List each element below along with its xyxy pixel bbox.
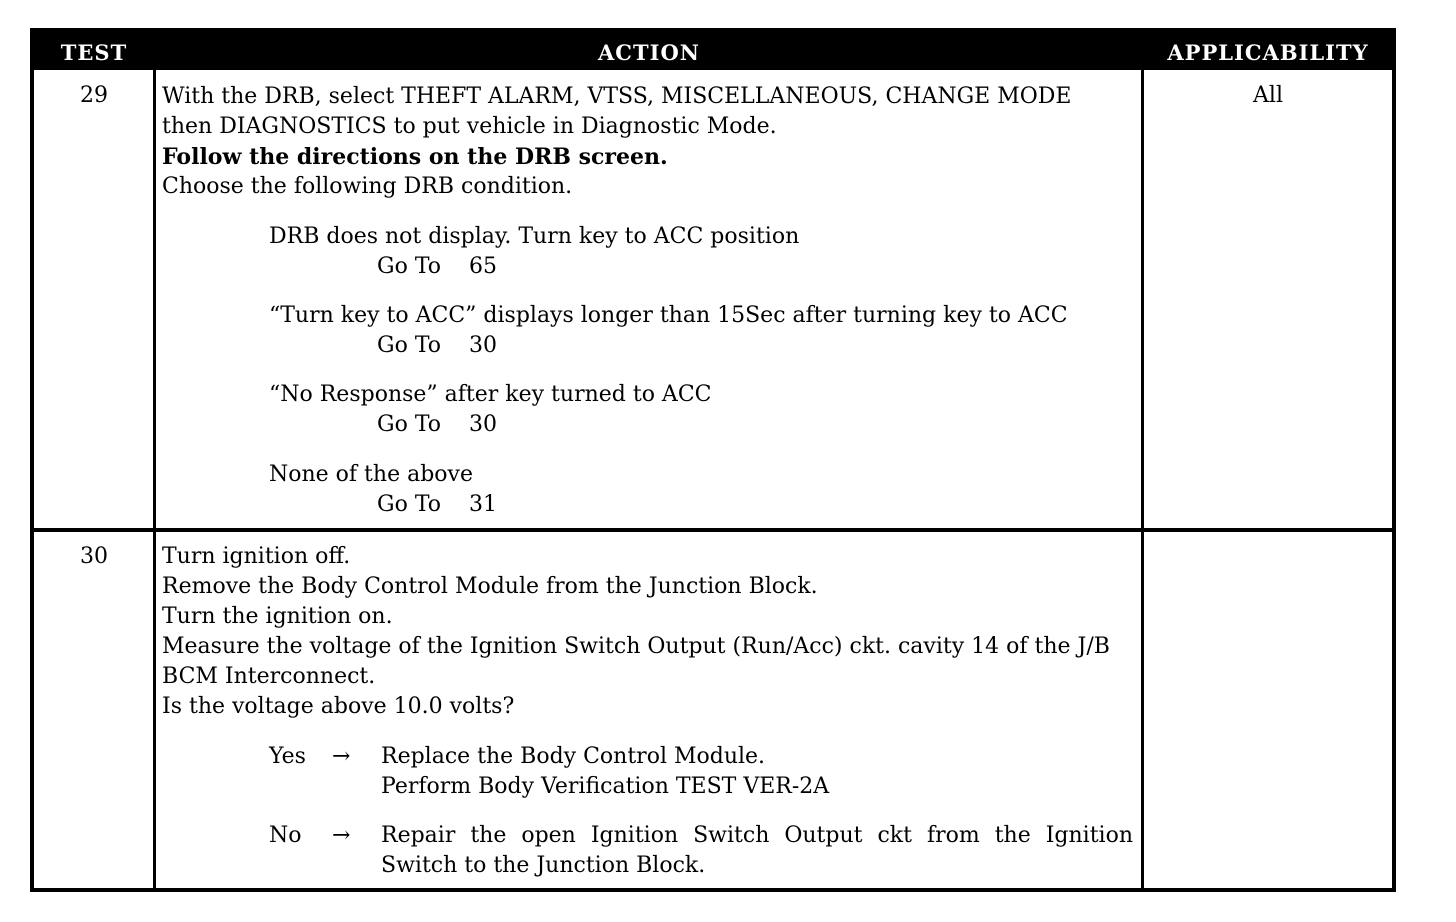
answer-action: Replace the Body Control Module.: [381, 744, 766, 769]
applicability-value: All: [1253, 83, 1283, 108]
goto-value: 31: [469, 492, 497, 517]
goto-label: Go To: [377, 492, 442, 517]
action-text: Is the voltage above 10.0 volts?: [162, 694, 515, 719]
condition-text: DRB does not display. Turn key to ACC position: [269, 224, 800, 249]
diagnostic-table: [30, 28, 1396, 892]
test-number: 30: [80, 544, 108, 569]
action-text: Remove the Body Control Module from the Junction Block.: [162, 574, 818, 599]
column-divider-right: [1141, 70, 1144, 892]
header-action: ACTION: [598, 40, 700, 65]
arrow-icon: →: [332, 823, 351, 848]
answer-action: Switch to the Junction Block.: [381, 853, 706, 878]
answer-label: Yes: [269, 744, 306, 769]
answer-action: Repair the open Ignition Switch Output ckt from the Ignition: [381, 823, 1133, 848]
answer-action: Perform Body Verification TEST VER-2A: [381, 774, 830, 799]
action-text: BCM Interconnect.: [162, 664, 376, 689]
goto-label: Go To: [377, 412, 442, 437]
action-text: Measure the voltage of the Ignition Switch Output (Run/Acc) ckt. cavity 14 of the J/B: [162, 634, 1110, 659]
goto-label: Go To: [377, 254, 442, 279]
goto-value: 65: [469, 254, 497, 279]
answer-label: No: [269, 823, 302, 848]
table-header: [34, 32, 1392, 70]
goto-value: 30: [469, 412, 497, 437]
action-text: then DIAGNOSTICS to put vehicle in Diagnostic Mode.: [162, 114, 777, 139]
arrow-icon: →: [332, 744, 351, 769]
action-text: Choose the following DRB condition.: [162, 174, 573, 199]
test-number: 29: [80, 83, 108, 108]
column-divider-left: [153, 70, 156, 892]
action-instruction-bold: Follow the directions on the DRB screen.: [162, 144, 668, 170]
action-text: Turn the ignition on.: [162, 604, 393, 629]
action-text: Turn ignition off.: [162, 544, 351, 569]
condition-text: “Turn key to ACC” displays longer than 15Sec after turning key to ACC: [269, 303, 1068, 328]
header-test: TEST: [60, 40, 128, 65]
goto-value: 30: [469, 333, 497, 358]
goto-label: Go To: [377, 333, 442, 358]
action-text: With the DRB, select THEFT ALARM, VTSS, MISCELLANEOUS, CHANGE MODE: [162, 84, 1072, 109]
row-divider: [34, 528, 1392, 532]
header-applicability: APPLICABILITY: [1167, 40, 1369, 65]
condition-text: None of the above: [269, 462, 473, 487]
condition-text: “No Response” after key turned to ACC: [269, 382, 712, 407]
